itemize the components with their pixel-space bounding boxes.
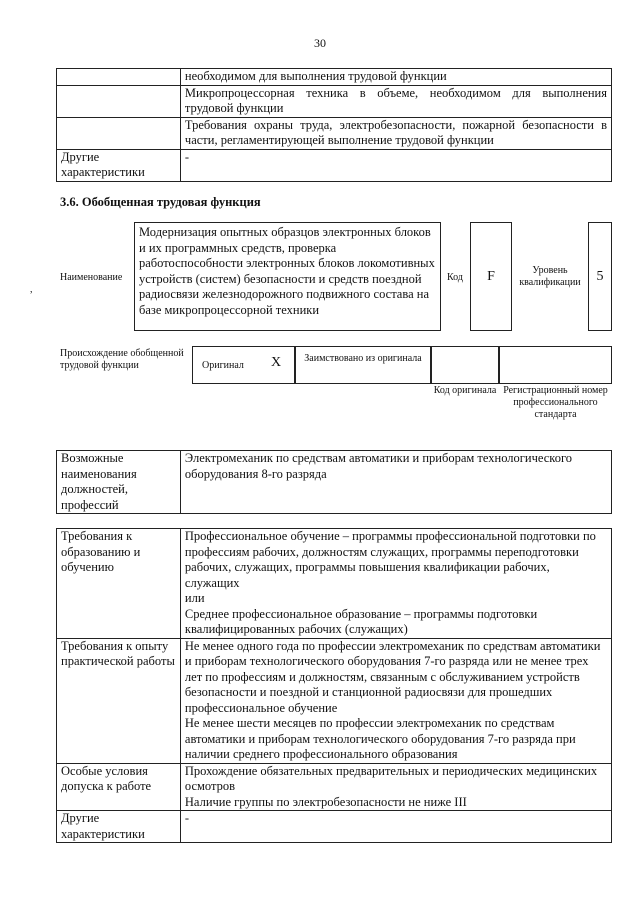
requirement-line: Не менее шести месяцев по профессии электромеханик по средствам автоматики и приборам технологического оборудования 7-го разряда при наличии среднего профессионального образования (184, 716, 576, 761)
original-cell (192, 346, 295, 384)
original-mark: X (271, 355, 282, 370)
requirement-line: - (184, 811, 190, 825)
table-cell-label (57, 69, 181, 86)
borrowed-cell (295, 346, 431, 384)
table-row (57, 117, 612, 149)
table-cell-label (57, 117, 181, 149)
code-original-cell (431, 346, 499, 384)
name-label: Наименование (60, 272, 123, 283)
requirement-label: Требования к образованию и обучению (57, 529, 181, 639)
requirement-label: Требования к опыту практической работы (57, 638, 181, 763)
table-row (57, 811, 612, 843)
table-row (57, 529, 612, 639)
requirement-line: Среднее профессиональное образование – программы подготовки квалифицированных рабочих (служащих) (184, 606, 538, 636)
name-value: Модернизация опытных образцов электронных блоков и их программных средств, проверка работоспособности электронных блоков локомотивных устройств (систем) безопасности и средств поездной радиосвязи железнодорожного подвижного состава на базе микропроцессорной техники (134, 222, 441, 331)
requirement-label: Другие характеристики (57, 811, 181, 843)
table-row (57, 638, 612, 763)
table-row (57, 85, 612, 117)
table-cell-label: Другие характеристики (57, 149, 181, 181)
table-row (57, 451, 612, 514)
code-label: Код (447, 272, 463, 283)
requirement-value (180, 763, 611, 811)
table-row (57, 69, 612, 86)
positions-label: Возможные наименования должностей, профессий (57, 451, 181, 514)
requirement-label: Особые условия допуска к работе (57, 763, 181, 811)
reg-number-caption: Регистрационный номер профессионального стандарта (503, 385, 608, 420)
code-value: F (470, 222, 512, 331)
requirement-line: Наличие группы по электробезопасности не ниже III (184, 794, 467, 809)
section-title: 3.6. Обобщенная трудовая функция (60, 195, 261, 209)
table-row (57, 763, 612, 811)
requirements-table (56, 528, 612, 843)
requirement-value (180, 638, 611, 763)
positions-value: Электромеханик по средствам автоматики и приборам технологического оборудования 8-го разряда (180, 451, 611, 514)
borrowed-label: Заимствовано из оригинала (304, 353, 422, 364)
margin-mark: , (30, 284, 33, 295)
requirement-value (180, 529, 611, 639)
original-label: Оригинал (202, 360, 244, 371)
requirement-line: Прохождение обязательных предварительных и периодических медицинских осмотров (184, 763, 598, 793)
table-cell-label (57, 85, 181, 117)
table-row (57, 149, 612, 181)
origin-label: Происхождение обобщенной трудовой функции (60, 348, 184, 371)
table-cell-value: - (180, 149, 611, 181)
requirement-line: или (184, 591, 205, 605)
top-table (56, 68, 612, 182)
table-cell-value: Микропроцессорная техника в объеме, необходимом для выполнения трудовой функции (180, 85, 611, 117)
requirement-line: Профессиональное обучение – программы профессиональной подготовки по профессиям рабочих, должностям служащих, программы переподготовки рабочих, служащих, программы повышения квалификации рабочих, служащих (184, 529, 596, 590)
table-cell-value: Требования охраны труда, электробезопасности, пожарной безопасности в части, регламентирующей выполнение трудовой функции (180, 117, 611, 149)
reg-number-cell (499, 346, 612, 384)
requirement-line: Не менее одного года по профессии электромеханик по средствам автоматики и приборам технологического оборудования 7-го разряда или не менее трех лет по профессиям и должностям, связанным с обслуживанием устройств безопасности и поездной и станционной радиосвязи для прошедших профессиональное обучение (184, 638, 601, 715)
requirement-value (180, 811, 611, 843)
code-original-caption: Код оригинала (433, 385, 497, 396)
positions-table (56, 450, 612, 514)
page-number: 30 (314, 36, 326, 50)
table-cell-value: необходимом для выполнения трудовой функции (180, 69, 611, 86)
level-value: 5 (588, 222, 612, 331)
level-label: Уровень квалификации (519, 265, 581, 288)
